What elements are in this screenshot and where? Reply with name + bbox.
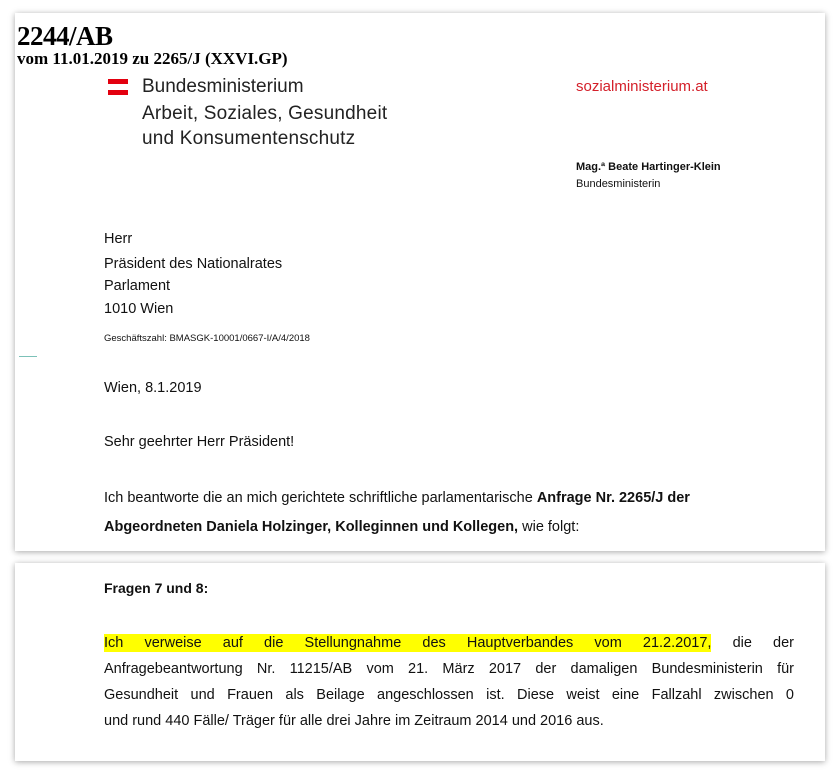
inquiry-authors: Abgeordneten Daniela Holzinger, Kolleginnen und Kollegen, [104,519,519,535]
intro-text: Ich beantworte die an mich gerichtete schriftliche parlamentarische [104,490,537,506]
austrian-flag-logo [108,79,128,95]
signer-title: Bundesministerin [576,178,661,190]
address-line-4: 1010 Wien [104,301,174,317]
ministry-name-line1: Bundesministerium [142,76,304,97]
document-number: 2244/AB [17,21,113,51]
intro-line-1 [104,489,690,507]
answer-line-1 [104,634,794,652]
case-number: Geschäftszahl: BMASGK-10001/0667-I/A/4/2018 [104,333,310,344]
address-line-1: Herr [104,231,133,247]
ministry-name-line3: und Konsumentenschutz [142,128,356,149]
answer-line-2: Anfragebeantwortung Nr. 11215/AB vom 21. März 2017 der damaligen Bundesministerin für [104,661,794,677]
signer-name: Mag.ª Beate Hartinger-Klein [576,161,721,173]
document-reference: vom 11.01.2019 zu 2265/J (XXVI.GP) [17,49,288,68]
salutation: Sehr geehrter Herr Präsident! [104,434,295,450]
ministry-website: sozialministerium.at [576,78,708,95]
address-line-2: Präsident des Nationalrates [104,256,283,272]
intro-closing: wie folgt: [518,519,580,535]
answer-line-3: Gesundheit und Frauen als Beilage angeschlossen ist. Diese weist eine Fallzahl zwischen 0 [104,687,794,703]
fold-mark [19,356,37,357]
address-line-3: Parlament [104,278,171,294]
ministry-name-line2: Arbeit, Soziales, Gesundheit [142,103,388,124]
highlighted-text: Ich verweise auf die Stellungnahme des Hauptverbandes vom 21.2.2017, [104,635,712,651]
intro-line-2 [104,518,579,536]
date-line: Wien, 8.1.2019 [104,380,202,396]
answer-line-1-rest: die der [711,635,794,651]
answer-line-4: und rund 440 Fälle/ Träger für alle drei Jahre im Zeitraum 2014 und 2016 aus. [104,713,604,729]
question-heading: Fragen 7 und 8: [104,580,209,596]
inquiry-number: Anfrage Nr. 2265/J der [536,490,690,506]
